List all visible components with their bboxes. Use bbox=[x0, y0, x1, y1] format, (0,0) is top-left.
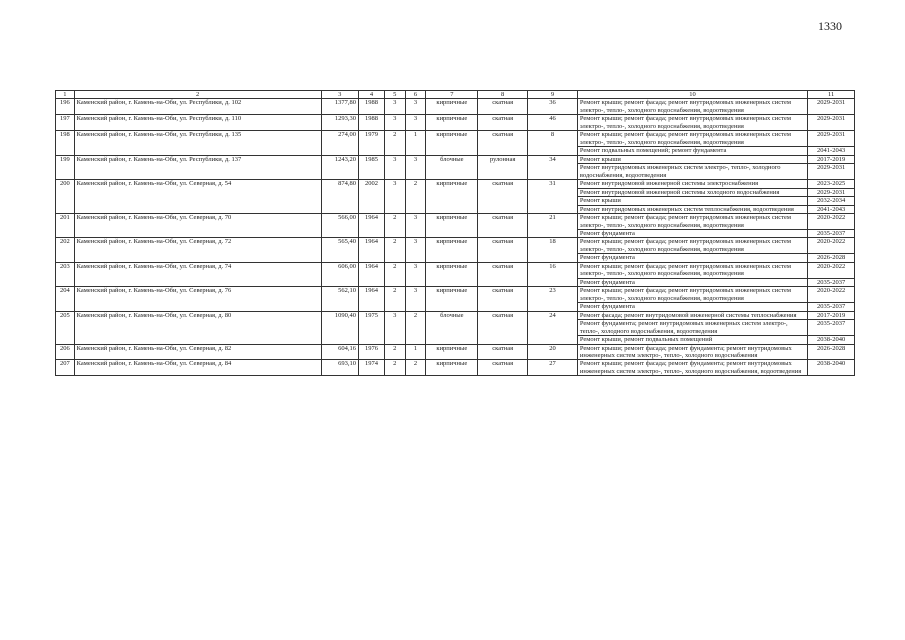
work-description-cell: Ремонт крыши; ремонт фасада; ремонт внутридомовых инженерных систем электро-, тепло-, холодного водоснабжения, водоотведения bbox=[577, 262, 807, 278]
units-cell: 8 bbox=[528, 131, 578, 155]
work-description-cell: Ремонт фундамента bbox=[577, 229, 807, 237]
units-cell: 20 bbox=[528, 344, 578, 360]
entrances-cell: 2 bbox=[405, 360, 426, 376]
wall-material-cell: кирпичные bbox=[426, 262, 478, 286]
column-header: 6 bbox=[405, 91, 426, 99]
entrances-cell: 1 bbox=[405, 131, 426, 155]
roof-type-cell: скатная bbox=[478, 99, 528, 115]
address-cell: Каменский район, г. Камень-на-Оби, ул. Северная, д. 54 bbox=[74, 180, 321, 214]
entrances-cell: 2 bbox=[405, 311, 426, 344]
units-cell: 46 bbox=[528, 115, 578, 131]
year-cell: 2002 bbox=[358, 180, 384, 214]
area-cell: 1293,30 bbox=[321, 115, 358, 131]
entrances-cell: 3 bbox=[405, 155, 426, 179]
roof-type-cell: скатная bbox=[478, 344, 528, 360]
row-number-cell: 199 bbox=[56, 155, 75, 179]
page-number: 1330 bbox=[818, 19, 842, 33]
work-period-cell: 2020-2022 bbox=[808, 262, 855, 278]
floors-cell: 2 bbox=[384, 214, 405, 238]
work-period-cell: 2029-2031 bbox=[808, 188, 855, 196]
roof-type-cell: скатная bbox=[478, 214, 528, 238]
work-period-cell: 2035-2037 bbox=[808, 320, 855, 336]
address-cell: Каменский район, г. Камень-на-Оби, ул. Северная, д. 84 bbox=[74, 360, 321, 376]
year-cell: 1964 bbox=[358, 287, 384, 311]
work-description-cell: Ремонт подвальных помещений; ремонт фундамента bbox=[577, 147, 807, 155]
work-period-cell: 2026-2028 bbox=[808, 254, 855, 262]
table-row bbox=[56, 131, 855, 147]
row-number-cell: 200 bbox=[56, 180, 75, 214]
work-description-cell: Ремонт крыши; ремонт фасада; ремонт внутридомовых инженерных систем электро-, тепло-, холодного водоснабжения, водоотведения bbox=[577, 214, 807, 230]
roof-type-cell: скатная bbox=[478, 360, 528, 376]
wall-material-cell: блочные bbox=[426, 155, 478, 179]
work-period-cell: 2020-2022 bbox=[808, 287, 855, 303]
floors-cell: 2 bbox=[384, 287, 405, 311]
area-cell: 1377,80 bbox=[321, 99, 358, 115]
row-number-cell: 196 bbox=[56, 99, 75, 115]
work-period-cell: 2029-2031 bbox=[808, 164, 855, 180]
work-description-cell: Ремонт крыши; ремонт фасада; ремонт фундамента; ремонт внутридомовых инженерных систем электро-, тепло-, холодного водоснабжения, водоотведения bbox=[577, 360, 807, 376]
work-description-cell: Ремонт крыши; ремонт фасада; ремонт внутридомовых инженерных систем электро-, тепло-, холодного водоснабжения, водоотведения bbox=[577, 99, 807, 115]
entrances-cell: 3 bbox=[405, 99, 426, 115]
column-header: 11 bbox=[808, 91, 855, 99]
units-cell: 18 bbox=[528, 238, 578, 262]
row-number-cell: 206 bbox=[56, 344, 75, 360]
housing-repair-table bbox=[55, 90, 855, 376]
roof-type-cell: скатная bbox=[478, 131, 528, 155]
units-cell: 16 bbox=[528, 262, 578, 286]
floors-cell: 3 bbox=[384, 99, 405, 115]
floors-cell: 3 bbox=[384, 155, 405, 179]
floors-cell: 3 bbox=[384, 311, 405, 344]
table-row bbox=[56, 214, 855, 230]
work-period-cell: 2035-2037 bbox=[808, 229, 855, 237]
work-description-cell: Ремонт крыши, ремонт подвальных помещений bbox=[577, 336, 807, 344]
wall-material-cell: блочные bbox=[426, 311, 478, 344]
row-number-cell: 202 bbox=[56, 238, 75, 262]
units-cell: 34 bbox=[528, 155, 578, 179]
entrances-cell: 3 bbox=[405, 115, 426, 131]
column-header: 3 bbox=[321, 91, 358, 99]
units-cell: 21 bbox=[528, 214, 578, 238]
work-period-cell: 2029-2031 bbox=[808, 131, 855, 147]
column-header: 5 bbox=[384, 91, 405, 99]
column-header: 7 bbox=[426, 91, 478, 99]
work-period-cell: 2038-2040 bbox=[808, 360, 855, 376]
floors-cell: 2 bbox=[384, 262, 405, 286]
wall-material-cell: кирпичные bbox=[426, 238, 478, 262]
floors-cell: 2 bbox=[384, 344, 405, 360]
address-cell: Каменский район, г. Камень-на-Оби, ул. Северная, д. 74 bbox=[74, 262, 321, 286]
work-description-cell: Ремонт фундамента bbox=[577, 278, 807, 286]
column-number-row bbox=[56, 91, 855, 99]
address-cell: Каменский район, г. Камень-на-Оби, ул. Северная, д. 76 bbox=[74, 287, 321, 311]
work-period-cell: 2029-2031 bbox=[808, 115, 855, 131]
work-period-cell: 2032-2034 bbox=[808, 197, 855, 205]
area-cell: 606,00 bbox=[321, 262, 358, 286]
row-number-cell: 207 bbox=[56, 360, 75, 376]
floors-cell: 2 bbox=[384, 131, 405, 155]
area-cell: 566,00 bbox=[321, 214, 358, 238]
row-number-cell: 204 bbox=[56, 287, 75, 311]
roof-type-cell: рулонная bbox=[478, 155, 528, 179]
work-period-cell: 2026-2028 bbox=[808, 344, 855, 360]
row-number-cell: 201 bbox=[56, 214, 75, 238]
column-header: 4 bbox=[358, 91, 384, 99]
table-row bbox=[56, 99, 855, 115]
work-description-cell: Ремонт крыши; ремонт фасада; ремонт внутридомовых инженерных систем электро-, тепло-, холодного водоснабжения, водоотведения bbox=[577, 131, 807, 147]
area-cell: 874,80 bbox=[321, 180, 358, 214]
floors-cell: 3 bbox=[384, 180, 405, 214]
work-description-cell: Ремонт фундамента; ремонт внутридомовых инженерных систем электро-, тепло-, холодного водоснабжения, водоотведения bbox=[577, 320, 807, 336]
area-cell: 1243,20 bbox=[321, 155, 358, 179]
work-period-cell: 2017-2019 bbox=[808, 155, 855, 163]
table-row bbox=[56, 311, 855, 319]
work-description-cell: Ремонт внутридомовых инженерных систем электро-, тепло-, холодного водоснабжения, водоотведения bbox=[577, 164, 807, 180]
column-header: 10 bbox=[577, 91, 807, 99]
roof-type-cell: скатная bbox=[478, 238, 528, 262]
work-period-cell: 2041-2043 bbox=[808, 147, 855, 155]
row-number-cell: 203 bbox=[56, 262, 75, 286]
work-period-cell: 2020-2022 bbox=[808, 214, 855, 230]
floors-cell: 2 bbox=[384, 238, 405, 262]
row-number-cell: 205 bbox=[56, 311, 75, 344]
address-cell: Каменский район, г. Камень-на-Оби, ул. Республики, д. 135 bbox=[74, 131, 321, 155]
year-cell: 1976 bbox=[358, 344, 384, 360]
row-number-cell: 198 bbox=[56, 131, 75, 155]
roof-type-cell: скатная bbox=[478, 262, 528, 286]
work-period-cell: 2038-2040 bbox=[808, 336, 855, 344]
address-cell: Каменский район, г. Камень-на-Оби, ул. Северная, д. 80 bbox=[74, 311, 321, 344]
column-header: 2 bbox=[74, 91, 321, 99]
table-row bbox=[56, 180, 855, 188]
units-cell: 24 bbox=[528, 311, 578, 344]
work-period-cell: 2035-2037 bbox=[808, 278, 855, 286]
year-cell: 1964 bbox=[358, 214, 384, 238]
year-cell: 1974 bbox=[358, 360, 384, 376]
year-cell: 1988 bbox=[358, 115, 384, 131]
wall-material-cell: кирпичные bbox=[426, 360, 478, 376]
work-period-cell: 2035-2037 bbox=[808, 303, 855, 311]
address-cell: Каменский район, г. Камень-на-Оби, ул. Северная, д. 72 bbox=[74, 238, 321, 262]
work-description-cell: Ремонт фундамента bbox=[577, 303, 807, 311]
work-description-cell: Ремонт крыши; ремонт фасада; ремонт внутридомовых инженерных систем электро-, тепло-, холодного водоснабжения, водоотведения bbox=[577, 287, 807, 303]
wall-material-cell: кирпичные bbox=[426, 99, 478, 115]
address-cell: Каменский район, г. Камень-на-Оби, ул. Республики, д. 110 bbox=[74, 115, 321, 131]
table-row bbox=[56, 344, 855, 360]
address-cell: Каменский район, г. Камень-на-Оби, ул. Северная, д. 82 bbox=[74, 344, 321, 360]
roof-type-cell: скатная bbox=[478, 180, 528, 214]
work-description-cell: Ремонт крыши bbox=[577, 155, 807, 163]
wall-material-cell: кирпичные bbox=[426, 115, 478, 131]
table-row bbox=[56, 287, 855, 303]
address-cell: Каменский район, г. Камень-на-Оби, ул. Северная, д. 70 bbox=[74, 214, 321, 238]
units-cell: 31 bbox=[528, 180, 578, 214]
area-cell: 274,00 bbox=[321, 131, 358, 155]
wall-material-cell: кирпичные bbox=[426, 287, 478, 311]
wall-material-cell: кирпичные bbox=[426, 214, 478, 238]
entrances-cell: 3 bbox=[405, 287, 426, 311]
address-cell: Каменский район, г. Камень-на-Оби, ул. Республики, д. 137 bbox=[74, 155, 321, 179]
entrances-cell: 1 bbox=[405, 344, 426, 360]
wall-material-cell: кирпичные bbox=[426, 180, 478, 214]
work-description-cell: Ремонт крыши; ремонт фасада; ремонт внутридомовых инженерных систем электро-, тепло-, холодного водоснабжения, водоотведения bbox=[577, 238, 807, 254]
wall-material-cell: кирпичные bbox=[426, 344, 478, 360]
roof-type-cell: скатная bbox=[478, 311, 528, 344]
work-description-cell: Ремонт внутридомовой инженерной системы электроснабжения bbox=[577, 180, 807, 188]
entrances-cell: 3 bbox=[405, 238, 426, 262]
year-cell: 1988 bbox=[358, 99, 384, 115]
table-row bbox=[56, 238, 855, 254]
work-period-cell: 2023-2025 bbox=[808, 180, 855, 188]
entrances-cell: 2 bbox=[405, 180, 426, 214]
floors-cell: 3 bbox=[384, 115, 405, 131]
work-description-cell: Ремонт фундамента bbox=[577, 254, 807, 262]
table-row bbox=[56, 155, 855, 163]
units-cell: 36 bbox=[528, 99, 578, 115]
work-period-cell: 2041-2043 bbox=[808, 205, 855, 213]
column-header: 9 bbox=[528, 91, 578, 99]
area-cell: 562,10 bbox=[321, 287, 358, 311]
floors-cell: 2 bbox=[384, 360, 405, 376]
area-cell: 1090,40 bbox=[321, 311, 358, 344]
work-period-cell: 2020-2022 bbox=[808, 238, 855, 254]
year-cell: 1979 bbox=[358, 131, 384, 155]
area-cell: 693,10 bbox=[321, 360, 358, 376]
roof-type-cell: скатная bbox=[478, 115, 528, 131]
area-cell: 604,16 bbox=[321, 344, 358, 360]
units-cell: 27 bbox=[528, 360, 578, 376]
entrances-cell: 3 bbox=[405, 214, 426, 238]
work-description-cell: Ремонт фасада; ремонт внутридомовой инженерной системы теплоснабжения bbox=[577, 311, 807, 319]
wall-material-cell: кирпичные bbox=[426, 131, 478, 155]
year-cell: 1964 bbox=[358, 262, 384, 286]
area-cell: 565,40 bbox=[321, 238, 358, 262]
year-cell: 1964 bbox=[358, 238, 384, 262]
work-description-cell: Ремонт крыши; ремонт фасада; ремонт фундамента; ремонт внутридомовых инженерных систем электро-, тепло-, холодного водоснабжения bbox=[577, 344, 807, 360]
column-header: 1 bbox=[56, 91, 75, 99]
table-row bbox=[56, 262, 855, 278]
work-description-cell: Ремонт внутридомовых инженерных систем теплоснабжения, водоотведения bbox=[577, 205, 807, 213]
work-description-cell: Ремонт крыши bbox=[577, 197, 807, 205]
entrances-cell: 3 bbox=[405, 262, 426, 286]
table-row bbox=[56, 115, 855, 131]
year-cell: 1985 bbox=[358, 155, 384, 179]
work-description-cell: Ремонт крыши; ремонт фасада; ремонт внутридомовых инженерных систем электро-, тепло-, холодного водоснабжения, водоотведения bbox=[577, 115, 807, 131]
roof-type-cell: скатная bbox=[478, 287, 528, 311]
units-cell: 23 bbox=[528, 287, 578, 311]
table-row bbox=[56, 360, 855, 376]
work-description-cell: Ремонт внутридомовой инженерной системы холодного водоснабжения bbox=[577, 188, 807, 196]
row-number-cell: 197 bbox=[56, 115, 75, 131]
address-cell: Каменский район, г. Камень-на-Оби, ул. Республики, д. 102 bbox=[74, 99, 321, 115]
work-period-cell: 2017-2019 bbox=[808, 311, 855, 319]
year-cell: 1975 bbox=[358, 311, 384, 344]
column-header: 8 bbox=[478, 91, 528, 99]
work-period-cell: 2029-2031 bbox=[808, 99, 855, 115]
